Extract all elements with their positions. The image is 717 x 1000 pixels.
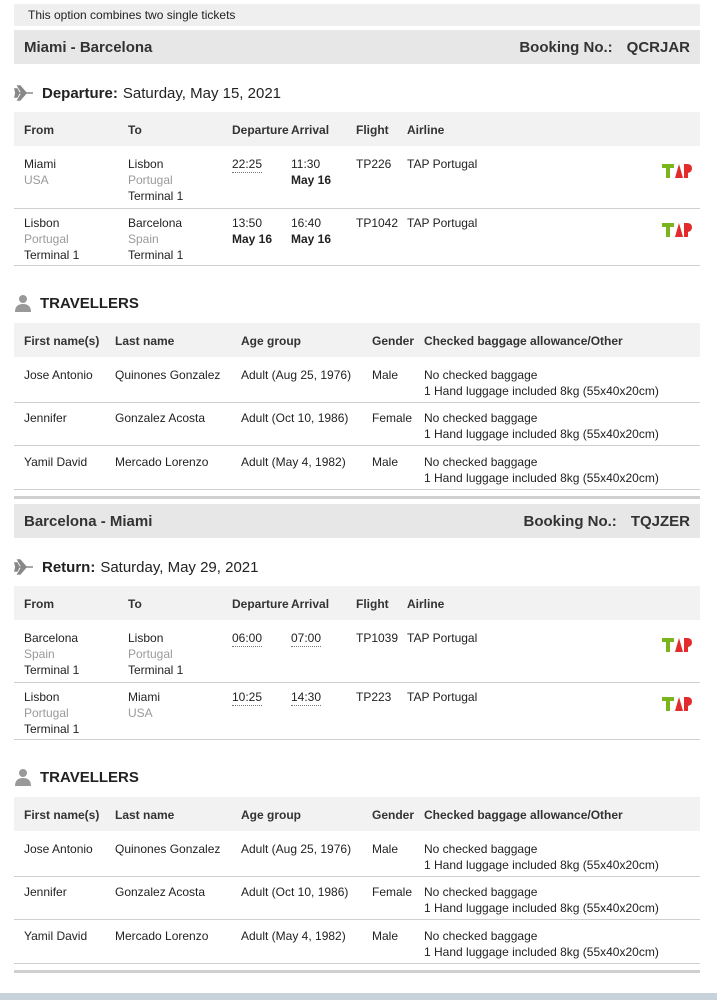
plane-icon	[14, 84, 34, 102]
traveller-row: Yamil David Mercado Lorenzo Adult (May 4, 1982) Male No checked baggage 1 Hand luggage included 8kg (55x40x20cm)	[14, 920, 700, 964]
travellers-table-header: First name(s) Last name Age group Gender Checked baggage allowance/Other	[14, 797, 700, 831]
tap-logo-icon	[662, 636, 692, 654]
combined-tickets-notice: This option combines two single tickets	[14, 4, 700, 26]
travellers-heading: TRAVELLERS	[14, 768, 144, 786]
traveller-row: Yamil David Mercado Lorenzo Adult (May 4, 1982) Male No checked baggage 1 Hand luggage included 8kg (55x40x20cm)	[14, 446, 700, 490]
traveller-row: Jennifer Gonzalez Acosta Adult (Oct 10, 1986) Female No checked baggage 1 Hand luggage included 8kg (55x40x20cm)	[14, 402, 700, 446]
travellers-table-header: First name(s) Last name Age group Gender Checked baggage allowance/Other	[14, 323, 700, 357]
arrival-time[interactable]: 14:30	[291, 690, 322, 704]
person-icon	[14, 768, 32, 786]
trip-route: Barcelona - Miami	[24, 512, 153, 530]
traveller-row: Jennifer Gonzalez Acosta Adult (Oct 10, 1986) Female No checked baggage 1 Hand luggage included 8kg (55x40x20cm)	[14, 876, 700, 920]
tap-logo-icon	[662, 695, 692, 713]
flight-segment-row: Barcelona Spain Terminal 1 Lisbon Portugal Terminal 1 06:00 07:00 TP1039 TAP Portugal	[14, 630, 700, 683]
flight-table-header: From To Departure Arrival Flight Airline	[14, 112, 700, 146]
flight-segment-row: Lisbon Portugal Terminal 1 Barcelona Spain Terminal 1 13:50 May 16 16:40 May 16 TP1042 TAP Portugal	[14, 215, 700, 266]
departure-time[interactable]: 06:00	[232, 631, 263, 645]
flight-segment-row: Miami USA Lisbon Portugal Terminal 1 22:25 11:30 May 16 TP226 TAP Portugal	[14, 156, 700, 209]
trip-header-return	[14, 504, 700, 538]
trip-divider	[14, 496, 700, 499]
trip-divider	[14, 970, 700, 973]
departure-heading: Departure: Saturday, May 15, 2021	[14, 84, 281, 102]
plane-icon	[14, 558, 34, 576]
traveller-row: Jose Antonio Quinones Gonzalez Adult (Aug 25, 1976) Male No checked baggage 1 Hand luggage included 8kg (55x40x20cm)	[14, 833, 700, 877]
booking-number: Booking No.: QCRJAR	[519, 38, 690, 56]
flight-table-header: From To Departure Arrival Flight Airline	[14, 586, 700, 620]
trip-header-outbound	[14, 30, 700, 64]
departure-time[interactable]: 10:25	[232, 690, 263, 704]
tap-logo-icon	[662, 162, 692, 180]
trip-route: Miami - Barcelona	[24, 38, 153, 56]
traveller-row: Jose Antonio Quinones Gonzalez Adult (Aug 25, 1976) Male No checked baggage 1 Hand luggage included 8kg (55x40x20cm)	[14, 359, 700, 403]
footer-bar	[0, 993, 717, 1000]
person-icon	[14, 294, 32, 312]
tap-logo-icon	[662, 221, 692, 239]
return-heading: Return: Saturday, May 29, 2021	[14, 558, 258, 576]
booking-number: Booking No.: TQJZER	[523, 512, 690, 530]
departure-time[interactable]: 22:25	[232, 157, 263, 171]
travellers-heading: TRAVELLERS	[14, 294, 144, 312]
flight-segment-row: Lisbon Portugal Terminal 1 Miami USA 10:25 14:30 TP223 TAP Portugal	[14, 689, 700, 740]
arrival-time[interactable]: 07:00	[291, 631, 322, 645]
